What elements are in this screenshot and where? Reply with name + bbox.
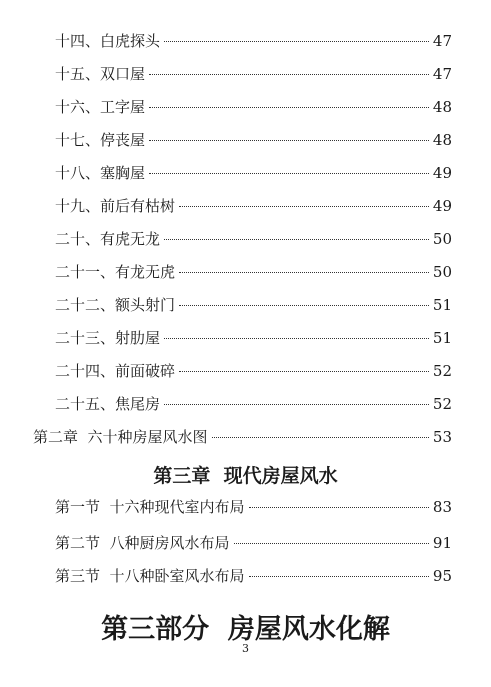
toc-entry-label: 十八、塞胸屋 (55, 164, 146, 182)
toc-entry[interactable] (55, 497, 452, 517)
toc-entry-page: 53 (432, 428, 452, 446)
toc-entry[interactable] (55, 394, 452, 414)
dot-leader (179, 206, 429, 207)
toc-entry-label: 二十五、焦尾房 (55, 395, 161, 413)
toc-entry-page: 51 (432, 296, 452, 314)
toc-entry-page: 52 (432, 362, 452, 380)
dot-leader (164, 41, 429, 42)
dot-leader (179, 272, 429, 273)
toc-entry-page: 47 (432, 32, 452, 50)
toc-entry-label: 第二章 六十种房屋风水图 (33, 428, 208, 446)
toc-entry-label: 二十、有虎无龙 (55, 230, 161, 248)
dot-leader (179, 305, 429, 306)
toc-entry-label: 二十三、射肋屋 (55, 329, 161, 347)
toc-entry[interactable] (55, 64, 452, 84)
dot-leader (149, 173, 429, 174)
toc-entry[interactable] (55, 566, 452, 586)
dot-leader (149, 140, 429, 141)
toc-entry-page: 50 (432, 230, 452, 248)
toc-entry-page: 95 (432, 567, 452, 585)
toc-entry-page: 48 (432, 98, 452, 116)
dot-leader (149, 107, 429, 108)
toc-entry[interactable] (55, 163, 452, 183)
toc-entry-page: 48 (432, 131, 452, 149)
toc-entry-page: 49 (432, 164, 452, 182)
toc-entry-label: 十七、停丧屋 (55, 131, 146, 149)
toc-entry-page: 52 (432, 395, 452, 413)
toc-entry-label: 二十四、前面破碎 (55, 362, 176, 380)
toc-entry-label: 十五、双口屋 (55, 65, 146, 83)
chapter-3-heading: 第三章 现代房屋风水 (153, 465, 338, 487)
page-number: 3 (242, 642, 249, 655)
toc-entry-page: 50 (432, 263, 452, 281)
chapter-2-entry[interactable] (33, 427, 452, 447)
toc-entry-label: 十九、前后有枯树 (55, 197, 176, 215)
part-3-heading: 第三部分 房屋风水化解 (101, 614, 390, 645)
toc-entry-label: 十六、工字屋 (55, 98, 146, 116)
dot-leader (164, 239, 429, 240)
toc-entry-page: 91 (432, 534, 452, 552)
toc-entry[interactable] (55, 328, 452, 348)
toc-entry-page: 83 (432, 498, 452, 516)
dot-leader (212, 437, 429, 438)
toc-entry-label: 二十一、有龙无虎 (55, 263, 176, 281)
toc-entry[interactable] (55, 533, 452, 553)
toc-entry[interactable] (55, 229, 452, 249)
toc-entry-label: 第一节 十六种现代室内布局 (55, 498, 245, 516)
toc-entry-label: 二十二、额头射门 (55, 296, 176, 314)
dot-leader (164, 404, 429, 405)
toc-entry[interactable] (55, 361, 452, 381)
dot-leader (249, 576, 429, 577)
toc-entry-label: 第二节 八种厨房风水布局 (55, 534, 230, 552)
toc-entry[interactable] (55, 97, 452, 117)
toc-entry-label: 第三节 十八种卧室风水布局 (55, 567, 245, 585)
dot-leader (234, 543, 429, 544)
toc-entry-page: 49 (432, 197, 452, 215)
dot-leader (179, 371, 429, 372)
toc-entry-page: 51 (432, 329, 452, 347)
toc-entry[interactable] (55, 130, 452, 150)
toc-entry-page: 47 (432, 65, 452, 83)
dot-leader (249, 507, 429, 508)
toc-entry[interactable] (55, 295, 452, 315)
toc-entry-label: 十四、白虎探头 (55, 32, 161, 50)
toc-entry[interactable] (55, 31, 452, 51)
toc-entry[interactable] (55, 262, 452, 282)
dot-leader (164, 338, 429, 339)
toc-entry[interactable] (55, 196, 452, 216)
dot-leader (149, 74, 429, 75)
